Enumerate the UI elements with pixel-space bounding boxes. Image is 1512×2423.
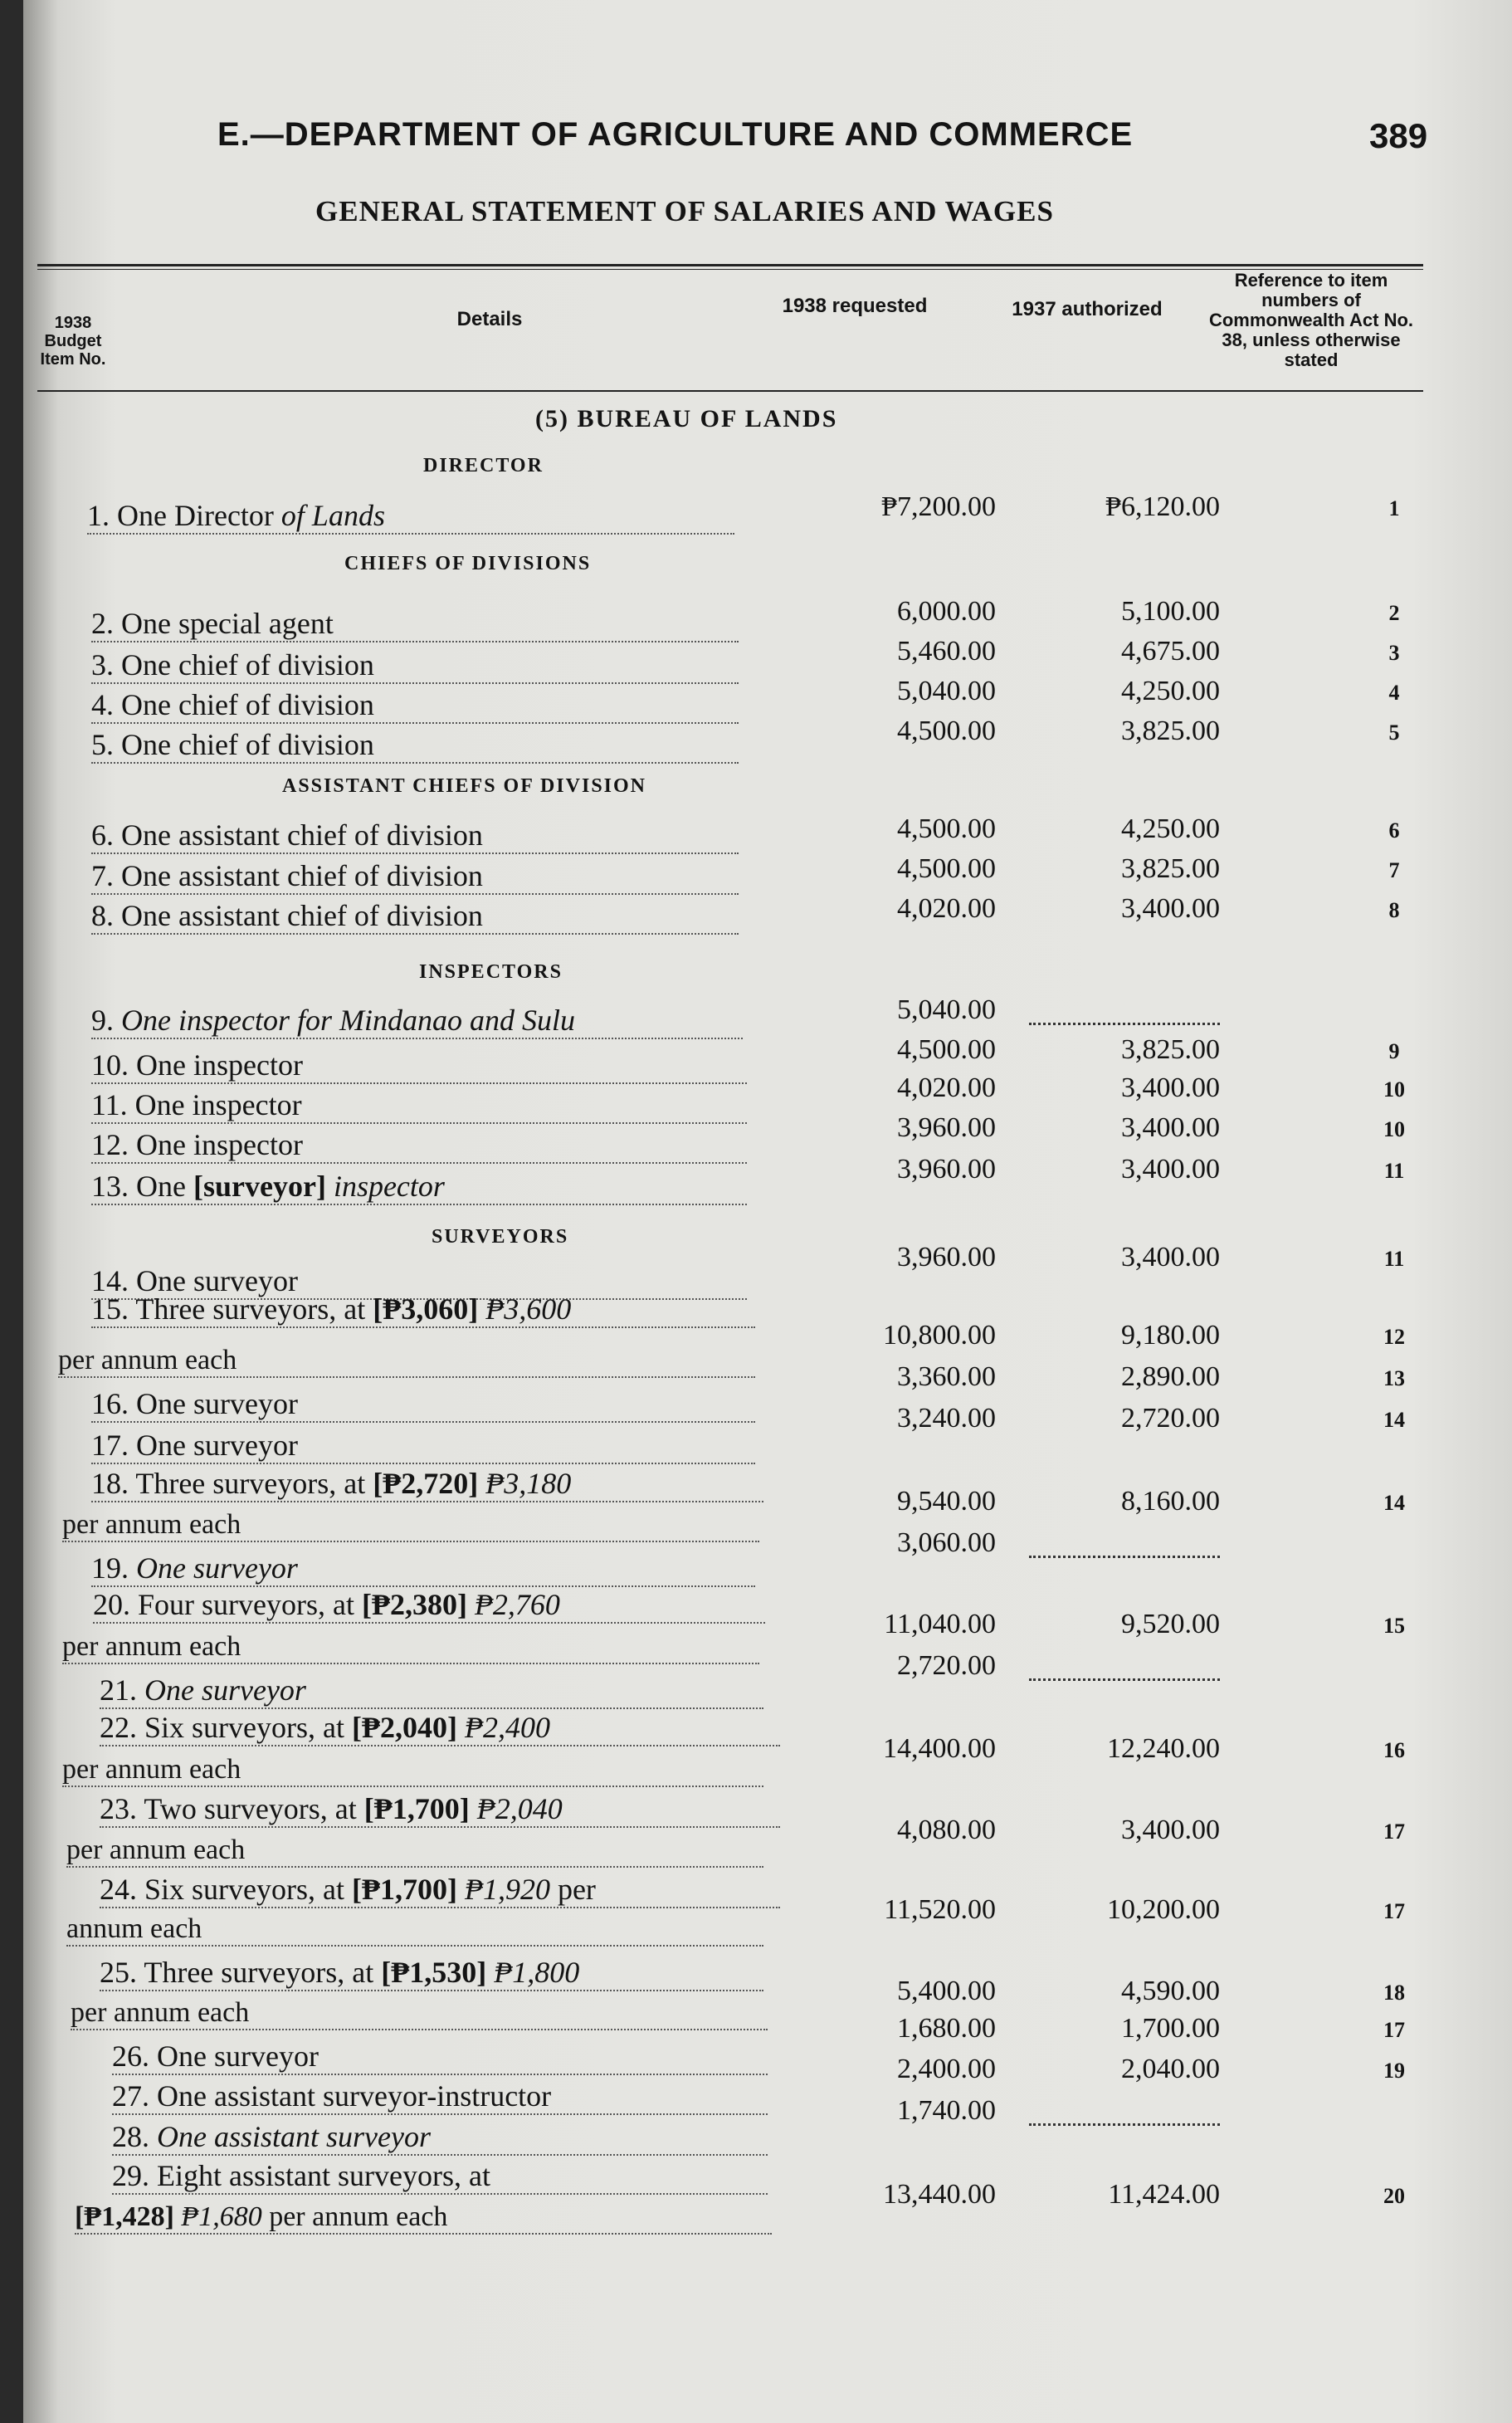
section-title: (5) BUREAU OF LANDS [535,405,838,432]
col-authorized: 1937 authorized [1012,298,1163,320]
item-29-reference: 20 [1383,2184,1405,2208]
item-12-description: 12. One inspector [91,1127,747,1164]
group-assistant-chiefs: ASSISTANT CHIEFS OF DIVISION [282,775,647,797]
item-6-description: 6. One assistant chief of division [91,818,739,854]
item-20-reference: 15 [1383,1614,1405,1638]
group-director: DIRECTOR [423,455,544,476]
item-25-continuation: per annum each [71,1997,768,2030]
col-budget-item: 1938 Budget Item No. [40,314,106,369]
item-5-description: 5. One chief of division [91,727,739,764]
item-25-description: 25. Three surveyors, at [₱1,530] ₱1,800 [100,1955,763,1991]
item-9-description: 9. One inspector for Mindanao and Sulu [91,1003,743,1039]
item-10-authorized: 3,825.00 [1121,1034,1220,1065]
item-29-description: 29. Eight assistant surveyors, at [112,2158,768,2195]
item-8-authorized: 3,400.00 [1121,893,1220,924]
item-20-continuation: per annum each [62,1631,759,1664]
item-27-authorized: 2,040.00 [1121,2054,1220,2084]
item-4-authorized: 4,250.00 [1121,676,1220,706]
item-10-description: 10. One inspector [91,1048,747,1084]
item-17-description: 17. One surveyor [91,1428,755,1464]
item-26-description: 26. One surveyor [112,2039,768,2075]
item-3-reference: 3 [1388,641,1400,665]
item-6-reference: 6 [1388,818,1400,843]
item-24-reference: 17 [1383,1899,1405,1923]
item-11-authorized: 3,400.00 [1121,1072,1220,1103]
item-3-description: 3. One chief of division [91,647,739,684]
item-22-continuation: per annum each [62,1754,763,1787]
item-18-requested: 9,540.00 [897,1486,996,1517]
item-29-authorized: 11,424.00 [1108,2179,1220,2210]
item-4-requested: 5,040.00 [897,676,996,706]
item-19-requested: 3,060.00 [897,1527,996,1558]
col-reference: Reference to item numbers of Commonwealth Act No. 38, unless otherwise stated [1208,270,1414,370]
item-24-continuation: annum each [66,1913,763,1947]
item-17-requested: 3,240.00 [897,1403,996,1434]
item-9-authorized-blank [1029,1023,1220,1025]
item-21-authorized-blank [1029,1678,1220,1681]
item-18-continuation: per annum each [62,1509,759,1542]
top-rule-thin [37,269,1423,270]
item-4-description: 4. One chief of division [91,687,739,724]
col-requested: 1938 requested [782,295,928,317]
item-14-reference: 11 [1383,1247,1405,1271]
department-heading: E.—DEPARTMENT OF AGRICULTURE AND COMMERCE [217,116,1134,153]
header-bottom-rule [37,390,1423,392]
item-28-requested: 1,740.00 [897,2095,996,2126]
item-28-description: 28. One assistant surveyor [112,2119,768,2156]
item-16-description: 16. One surveyor [91,1386,755,1423]
item-11-requested: 4,020.00 [897,1072,996,1103]
item-24-description: 24. Six surveyors, at [₱1,700] ₱1,920 per [100,1872,780,1908]
item-16-authorized: 2,890.00 [1121,1361,1220,1392]
item-1-requested: ₱7,200.00 [881,491,996,522]
item-11-description: 11. One inspector [91,1087,747,1124]
item-12-reference: 10 [1383,1117,1405,1141]
item-25-reference: 18 [1383,1981,1405,2005]
item-15-description: 15. Three surveyors, at [₱3,060] ₱3,600 [91,1292,755,1328]
item-19-description: 19. One surveyor [91,1551,755,1587]
item-27-requested: 2,400.00 [897,2054,996,2084]
item-7-requested: 4,500.00 [897,853,996,884]
item-18-description: 18. Three surveyors, at [₱2,720] ₱3,180 [91,1466,763,1502]
item-22-description: 22. Six surveyors, at [₱2,040] ₱2,400 [100,1710,780,1746]
item-8-requested: 4,020.00 [897,893,996,924]
item-13-description: 13. One [surveyor] inspector [91,1169,747,1205]
item-22-requested: 14,400.00 [883,1733,996,1764]
item-14-authorized: 3,400.00 [1121,1242,1220,1273]
item-6-authorized: 4,250.00 [1121,813,1220,844]
item-15-authorized: 9,180.00 [1121,1320,1220,1351]
item-7-reference: 7 [1388,858,1400,882]
item-28-authorized-blank [1029,2123,1220,2126]
item-15-continuation: per annum each [58,1345,755,1378]
item-15-reference: 12 [1383,1325,1405,1349]
item-29-continuation: [₱1,428] ₱1,680 per annum each [75,2201,772,2235]
item-12-requested: 3,960.00 [897,1112,996,1143]
item-7-authorized: 3,825.00 [1121,853,1220,884]
item-19-authorized-blank [1029,1556,1220,1558]
item-1-reference: 1 [1388,496,1400,520]
item-13-requested: 3,960.00 [897,1154,996,1185]
item-23-requested: 4,080.00 [897,1815,996,1845]
item-18-reference: 14 [1383,1491,1405,1515]
item-13-reference: 11 [1383,1159,1405,1183]
item-5-reference: 5 [1388,721,1400,745]
book-binding-edge [0,0,23,2423]
item-2-description: 2. One special agent [91,606,739,642]
item-17-authorized: 2,720.00 [1121,1403,1220,1434]
item-29-requested: 13,440.00 [883,2179,996,2210]
item-3-requested: 5,460.00 [897,636,996,667]
item-6-requested: 4,500.00 [897,813,996,844]
item-17-reference: 14 [1383,1408,1405,1432]
item-22-authorized: 12,240.00 [1107,1733,1220,1764]
item-24-authorized: 10,200.00 [1107,1894,1220,1925]
item-14-requested: 3,960.00 [897,1242,996,1273]
item-7-description: 7. One assistant chief of division [91,858,739,895]
col-details: Details [456,308,523,330]
top-rule [37,264,1423,266]
item-23-continuation: per annum each [66,1834,763,1868]
item-14-description: 14. One surveyor [91,1263,747,1300]
item-20-requested: 11,040.00 [884,1609,996,1639]
item-9-requested: 5,040.00 [897,994,996,1025]
item-2-reference: 2 [1388,601,1400,625]
item-20-authorized: 9,520.00 [1121,1609,1220,1639]
item-10-reference: 9 [1388,1039,1400,1063]
item-23-reference: 17 [1383,1820,1405,1844]
item-12-authorized: 3,400.00 [1121,1112,1220,1143]
item-16-reference: 13 [1383,1366,1405,1390]
item-4-reference: 4 [1388,681,1400,705]
item-2-requested: 6,000.00 [897,596,996,627]
item-26-reference: 17 [1383,2018,1405,2042]
item-13-authorized: 3,400.00 [1121,1154,1220,1185]
item-1-description: 1. One Director of Lands [87,498,734,535]
item-26-requested: 1,680.00 [897,2013,996,2044]
item-24-requested: 11,520.00 [884,1894,996,1925]
item-21-description: 21. One surveyor [100,1673,763,1709]
page-number: 389 [1369,116,1428,155]
item-23-description: 23. Two surveyors, at [₱1,700] ₱2,040 [100,1791,780,1828]
item-11-reference: 10 [1383,1077,1405,1102]
group-chiefs: CHIEFS OF DIVISIONS [344,553,592,574]
item-10-requested: 4,500.00 [897,1034,996,1065]
item-21-requested: 2,720.00 [897,1650,996,1681]
item-5-requested: 4,500.00 [897,716,996,746]
item-20-description: 20. Four surveyors, at [₱2,380] ₱2,760 [93,1587,765,1624]
item-2-authorized: 5,100.00 [1121,596,1220,627]
group-surveyors: SURVEYORS [432,1226,569,1248]
item-26-authorized: 1,700.00 [1121,2013,1220,2044]
group-inspectors: INSPECTORS [419,961,563,983]
item-25-requested: 5,400.00 [897,1976,996,2006]
item-5-authorized: 3,825.00 [1121,716,1220,746]
item-8-description: 8. One assistant chief of division [91,898,739,935]
item-3-authorized: 4,675.00 [1121,636,1220,667]
item-1-authorized: ₱6,120.00 [1105,491,1220,522]
item-22-reference: 16 [1383,1738,1405,1762]
item-8-reference: 8 [1388,898,1400,922]
item-27-reference: 19 [1383,2059,1405,2083]
item-18-authorized: 8,160.00 [1121,1486,1220,1517]
item-23-authorized: 3,400.00 [1121,1815,1220,1845]
item-15-requested: 10,800.00 [883,1320,996,1351]
item-16-requested: 3,360.00 [897,1361,996,1392]
statement-title: GENERAL STATEMENT OF SALARIES AND WAGES [315,195,1054,227]
item-27-description: 27. One assistant surveyor-instructor [112,2079,768,2115]
item-25-authorized: 4,590.00 [1121,1976,1220,2006]
